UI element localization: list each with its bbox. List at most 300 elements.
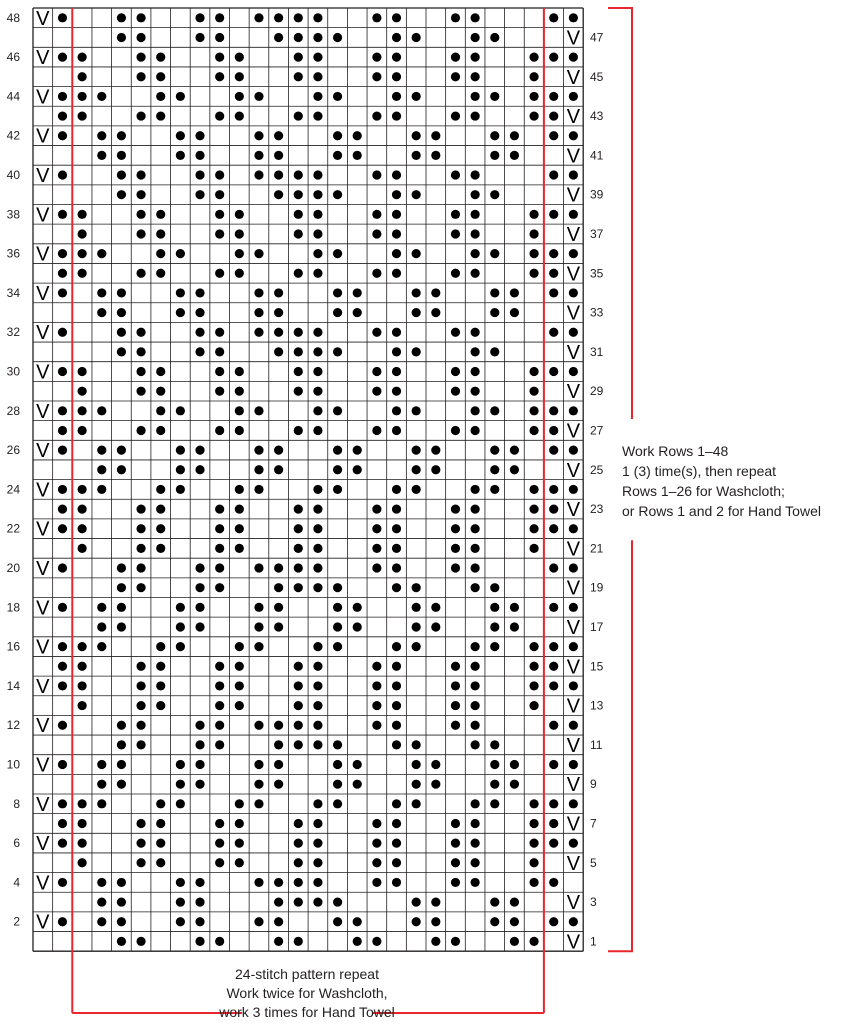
purl-dot <box>569 563 578 572</box>
purl-dot <box>176 485 185 494</box>
purl-dot <box>195 563 204 572</box>
purl-dot <box>176 897 185 906</box>
purl-dot <box>412 760 421 769</box>
purl-dot <box>215 426 224 435</box>
purl-dot <box>78 387 87 396</box>
purl-dot <box>372 839 381 848</box>
side-note-line-1: Work Rows 1–48 <box>622 443 729 459</box>
purl-dot <box>471 878 480 887</box>
purl-dot <box>156 92 165 101</box>
purl-dot <box>313 878 322 887</box>
purl-dot <box>372 681 381 690</box>
purl-dot <box>58 662 67 671</box>
purl-dot <box>97 131 106 140</box>
purl-dot <box>372 721 381 730</box>
slip-stitch-symbol: V <box>566 852 581 875</box>
purl-dot <box>549 721 558 730</box>
purl-dot <box>412 33 421 42</box>
purl-dot <box>471 485 480 494</box>
purl-dot <box>549 13 558 22</box>
purl-dot <box>58 13 67 22</box>
purl-dot <box>215 524 224 533</box>
row-number-right: 21 <box>590 541 604 556</box>
purl-dot <box>549 603 558 612</box>
purl-dot <box>510 465 519 474</box>
purl-dot <box>333 347 342 356</box>
purl-dot <box>58 53 67 62</box>
row-number-right: 15 <box>590 659 604 674</box>
purl-dot <box>313 249 322 258</box>
purl-dot <box>569 446 578 455</box>
purl-dot <box>195 288 204 297</box>
purl-dot <box>254 485 263 494</box>
purl-dot <box>313 839 322 848</box>
purl-dot <box>372 367 381 376</box>
purl-dot <box>136 170 145 179</box>
purl-dot <box>412 288 421 297</box>
purl-dot <box>235 72 244 81</box>
purl-dot <box>215 819 224 828</box>
purl-dot <box>372 328 381 337</box>
purl-dot <box>569 288 578 297</box>
purl-dot <box>471 426 480 435</box>
purl-dot <box>392 662 401 671</box>
purl-dot <box>294 740 303 749</box>
row-number-left: 20 <box>6 561 20 576</box>
purl-dot <box>392 406 401 415</box>
purl-dot <box>510 937 519 946</box>
purl-dot <box>372 937 381 946</box>
purl-dot <box>195 622 204 631</box>
purl-dot <box>78 839 87 848</box>
purl-dot <box>215 190 224 199</box>
purl-dot <box>78 544 87 553</box>
purl-dot <box>549 446 558 455</box>
purl-dot <box>529 937 538 946</box>
purl-dot <box>451 229 460 238</box>
purl-dot <box>451 210 460 219</box>
purl-dot <box>490 465 499 474</box>
purl-dot <box>313 210 322 219</box>
purl-dot <box>313 799 322 808</box>
purl-dot <box>569 406 578 415</box>
purl-dot <box>510 131 519 140</box>
purl-dot <box>372 72 381 81</box>
purl-dot <box>195 170 204 179</box>
slip-stitch-symbol: V <box>566 341 581 364</box>
row-number-right: 43 <box>590 109 604 124</box>
purl-dot <box>333 406 342 415</box>
purl-dot <box>529 878 538 887</box>
row-bracket-upper <box>608 8 632 419</box>
purl-dot <box>254 13 263 22</box>
purl-dot <box>195 465 204 474</box>
purl-dot <box>392 53 401 62</box>
purl-dot <box>333 92 342 101</box>
purl-dot <box>549 662 558 671</box>
purl-dot <box>176 799 185 808</box>
slip-stitch-symbol: V <box>566 538 581 561</box>
purl-dot <box>451 111 460 120</box>
purl-dot <box>490 446 499 455</box>
purl-dot <box>294 33 303 42</box>
row-number-left: 22 <box>6 521 20 536</box>
purl-dot <box>274 446 283 455</box>
purl-dot <box>353 603 362 612</box>
purl-dot <box>412 583 421 592</box>
purl-dot <box>78 701 87 710</box>
purl-dot <box>451 504 460 513</box>
slip-stitch-symbol: V <box>36 440 50 463</box>
row-number-right: 13 <box>590 698 604 713</box>
purl-dot <box>117 131 126 140</box>
purl-dot <box>549 53 558 62</box>
purl-dot <box>195 446 204 455</box>
purl-dot <box>97 308 106 317</box>
purl-dot <box>97 465 106 474</box>
purl-dot <box>549 367 558 376</box>
purl-dot <box>215 701 224 710</box>
purl-dot <box>392 13 401 22</box>
purl-dot <box>471 524 480 533</box>
purl-dot <box>471 839 480 848</box>
purl-dot <box>569 524 578 533</box>
purl-dot <box>412 190 421 199</box>
purl-dot <box>176 308 185 317</box>
purl-dot <box>136 13 145 22</box>
purl-dot <box>451 328 460 337</box>
purl-dot <box>254 288 263 297</box>
purl-dot <box>392 485 401 494</box>
purl-dot <box>529 681 538 690</box>
row-number-left: 40 <box>6 168 20 183</box>
purl-dot <box>274 190 283 199</box>
purl-dot <box>78 681 87 690</box>
purl-dot <box>569 210 578 219</box>
purl-dot <box>372 210 381 219</box>
purl-dot <box>313 170 322 179</box>
purl-dot <box>549 504 558 513</box>
purl-dot <box>136 583 145 592</box>
purl-dot <box>215 13 224 22</box>
purl-dot <box>195 308 204 317</box>
purl-dot <box>58 681 67 690</box>
purl-dot <box>176 642 185 651</box>
slip-stitch-symbol: V <box>36 322 50 345</box>
purl-dot <box>529 406 538 415</box>
purl-dot <box>471 721 480 730</box>
row-number-right: 19 <box>590 580 604 595</box>
purl-dot <box>215 53 224 62</box>
purl-dot <box>58 406 67 415</box>
purl-dot <box>431 465 440 474</box>
purl-dot <box>195 721 204 730</box>
purl-dot <box>117 190 126 199</box>
purl-dot <box>333 917 342 926</box>
row-bracket-lower <box>608 540 632 951</box>
purl-dot <box>235 269 244 278</box>
purl-dot <box>392 92 401 101</box>
purl-dot <box>392 799 401 808</box>
purl-dot <box>313 583 322 592</box>
purl-dot <box>490 190 499 199</box>
purl-dot <box>372 229 381 238</box>
purl-dot <box>333 446 342 455</box>
purl-dot <box>117 780 126 789</box>
slip-stitch-symbol: V <box>566 459 581 482</box>
purl-dot <box>471 190 480 199</box>
purl-dot <box>569 367 578 376</box>
row-number-left: 24 <box>6 482 20 497</box>
purl-dot <box>353 937 362 946</box>
purl-dot <box>58 721 67 730</box>
purl-dot <box>136 328 145 337</box>
purl-dot <box>372 878 381 887</box>
purl-dot <box>58 504 67 513</box>
row-number-left: 32 <box>6 325 20 340</box>
purl-dot <box>333 603 342 612</box>
row-number-right: 45 <box>590 69 604 84</box>
row-number-right: 29 <box>590 384 604 399</box>
purl-dot <box>490 780 499 789</box>
purl-dot <box>313 92 322 101</box>
slip-stitch-symbol: V <box>36 479 50 502</box>
purl-dot <box>451 819 460 828</box>
slip-stitch-symbol: V <box>36 204 50 227</box>
purl-dot <box>313 701 322 710</box>
purl-dot <box>549 170 558 179</box>
purl-dot <box>58 269 67 278</box>
purl-dot <box>392 170 401 179</box>
purl-dot <box>156 799 165 808</box>
purl-dot <box>58 328 67 337</box>
row-number-right: 47 <box>590 30 604 45</box>
purl-dot <box>549 485 558 494</box>
purl-dot <box>529 524 538 533</box>
purl-dot <box>569 839 578 848</box>
purl-dot <box>529 544 538 553</box>
purl-dot <box>412 780 421 789</box>
purl-dot <box>313 740 322 749</box>
row-number-left: 34 <box>6 285 20 300</box>
purl-dot <box>156 701 165 710</box>
purl-dot <box>490 308 499 317</box>
purl-dot <box>235 426 244 435</box>
purl-dot <box>313 367 322 376</box>
purl-dot <box>451 387 460 396</box>
purl-dot <box>294 858 303 867</box>
purl-dot <box>97 917 106 926</box>
purl-dot <box>58 288 67 297</box>
purl-dot <box>372 544 381 553</box>
purl-dot <box>392 269 401 278</box>
row-number-left: 28 <box>6 403 20 418</box>
purl-dot <box>569 760 578 769</box>
purl-dot <box>490 897 499 906</box>
row-number-right: 17 <box>590 619 604 634</box>
purl-dot <box>294 897 303 906</box>
purl-dot <box>97 92 106 101</box>
purl-dot <box>195 151 204 160</box>
slip-stitch-symbol: V <box>566 263 581 286</box>
slip-stitch-symbol: V <box>566 66 581 89</box>
purl-dot <box>313 347 322 356</box>
purl-dot <box>392 740 401 749</box>
purl-dot <box>254 780 263 789</box>
purl-dot <box>215 387 224 396</box>
purl-dot <box>510 151 519 160</box>
purl-dot <box>490 131 499 140</box>
purl-dot <box>412 92 421 101</box>
row-number-right: 5 <box>590 855 597 870</box>
purl-dot <box>78 504 87 513</box>
purl-dot <box>412 642 421 651</box>
purl-dot <box>549 681 558 690</box>
purl-dot <box>176 406 185 415</box>
purl-dot <box>176 917 185 926</box>
purl-dot <box>274 780 283 789</box>
purl-dot <box>549 288 558 297</box>
slip-stitch-symbol: V <box>36 282 50 305</box>
purl-dot <box>215 111 224 120</box>
purl-dot <box>274 937 283 946</box>
purl-dot <box>333 799 342 808</box>
purl-dot <box>569 92 578 101</box>
purl-dot <box>136 72 145 81</box>
purl-dot <box>156 269 165 278</box>
purl-dot <box>78 819 87 828</box>
purl-dot <box>195 603 204 612</box>
purl-dot <box>97 406 106 415</box>
purl-dot <box>215 328 224 337</box>
row-number-left: 44 <box>6 89 20 104</box>
purl-dot <box>78 111 87 120</box>
purl-dot <box>294 426 303 435</box>
purl-dot <box>529 229 538 238</box>
purl-dot <box>353 465 362 474</box>
slip-stitch-symbol: V <box>36 872 50 895</box>
purl-dot <box>117 151 126 160</box>
purl-dot <box>392 190 401 199</box>
purl-dot <box>431 131 440 140</box>
purl-dot <box>254 328 263 337</box>
purl-dot <box>117 583 126 592</box>
row-number-left: 48 <box>6 10 20 25</box>
purl-dot <box>235 406 244 415</box>
purl-dot <box>156 485 165 494</box>
purl-dot <box>215 662 224 671</box>
purl-dot <box>333 33 342 42</box>
purl-dot <box>58 485 67 494</box>
purl-dot <box>529 92 538 101</box>
purl-dot <box>294 347 303 356</box>
purl-dot <box>97 151 106 160</box>
purl-dot <box>176 878 185 887</box>
purl-dot <box>78 92 87 101</box>
purl-dot <box>353 446 362 455</box>
purl-dot <box>156 504 165 513</box>
purl-dot <box>333 288 342 297</box>
purl-dot <box>451 53 460 62</box>
purl-dot <box>58 111 67 120</box>
purl-dot <box>392 701 401 710</box>
purl-dot <box>294 387 303 396</box>
purl-dot <box>372 858 381 867</box>
purl-dot <box>451 544 460 553</box>
purl-dot <box>235 210 244 219</box>
purl-dot <box>549 92 558 101</box>
purl-dot <box>294 170 303 179</box>
purl-dot <box>549 131 558 140</box>
purl-dot <box>471 563 480 572</box>
purl-dot <box>333 151 342 160</box>
purl-dot <box>195 190 204 199</box>
purl-dot <box>235 662 244 671</box>
purl-dot <box>156 387 165 396</box>
purl-dot <box>274 721 283 730</box>
purl-dot <box>510 308 519 317</box>
purl-dot <box>254 92 263 101</box>
purl-dot <box>333 622 342 631</box>
purl-dot <box>195 760 204 769</box>
purl-dot <box>490 92 499 101</box>
purl-dot <box>254 131 263 140</box>
purl-dot <box>549 328 558 337</box>
repeat-note-line-1: 24-stitch pattern repeat <box>235 966 379 982</box>
purl-dot <box>529 111 538 120</box>
purl-dot <box>176 603 185 612</box>
repeat-note-line-3: work 3 times for Hand Towel <box>219 1004 395 1020</box>
purl-dot <box>313 642 322 651</box>
purl-dot <box>294 524 303 533</box>
row-number-left: 30 <box>6 364 20 379</box>
purl-dot <box>313 681 322 690</box>
purl-dot <box>78 210 87 219</box>
slip-stitch-symbol: V <box>36 754 50 777</box>
side-note-line-3: Rows 1–26 for Washcloth; <box>622 483 785 499</box>
purl-dot <box>451 839 460 848</box>
purl-dot <box>215 170 224 179</box>
slip-stitch-symbol: V <box>36 400 50 423</box>
purl-dot <box>490 917 499 926</box>
purl-dot <box>490 151 499 160</box>
row-number-left: 14 <box>6 678 20 693</box>
purl-dot <box>333 485 342 494</box>
purl-dot <box>156 111 165 120</box>
purl-dot <box>78 426 87 435</box>
purl-dot <box>254 878 263 887</box>
slip-stitch-symbol: V <box>566 813 581 836</box>
slip-stitch-symbol: V <box>566 892 581 915</box>
purl-dot <box>353 622 362 631</box>
purl-dot <box>313 190 322 199</box>
purl-dot <box>333 760 342 769</box>
row-number-right: 35 <box>590 266 604 281</box>
slip-stitch-symbol: V <box>36 7 50 30</box>
purl-dot <box>529 485 538 494</box>
purl-dot <box>117 897 126 906</box>
row-number-right: 41 <box>590 148 604 163</box>
purl-dot <box>392 544 401 553</box>
purl-dot <box>176 465 185 474</box>
purl-dot <box>156 819 165 828</box>
slip-stitch-symbol: V <box>36 675 50 698</box>
purl-dot <box>156 53 165 62</box>
purl-dot <box>294 662 303 671</box>
purl-dot <box>97 446 106 455</box>
purl-dot <box>274 33 283 42</box>
purl-dot <box>215 504 224 513</box>
